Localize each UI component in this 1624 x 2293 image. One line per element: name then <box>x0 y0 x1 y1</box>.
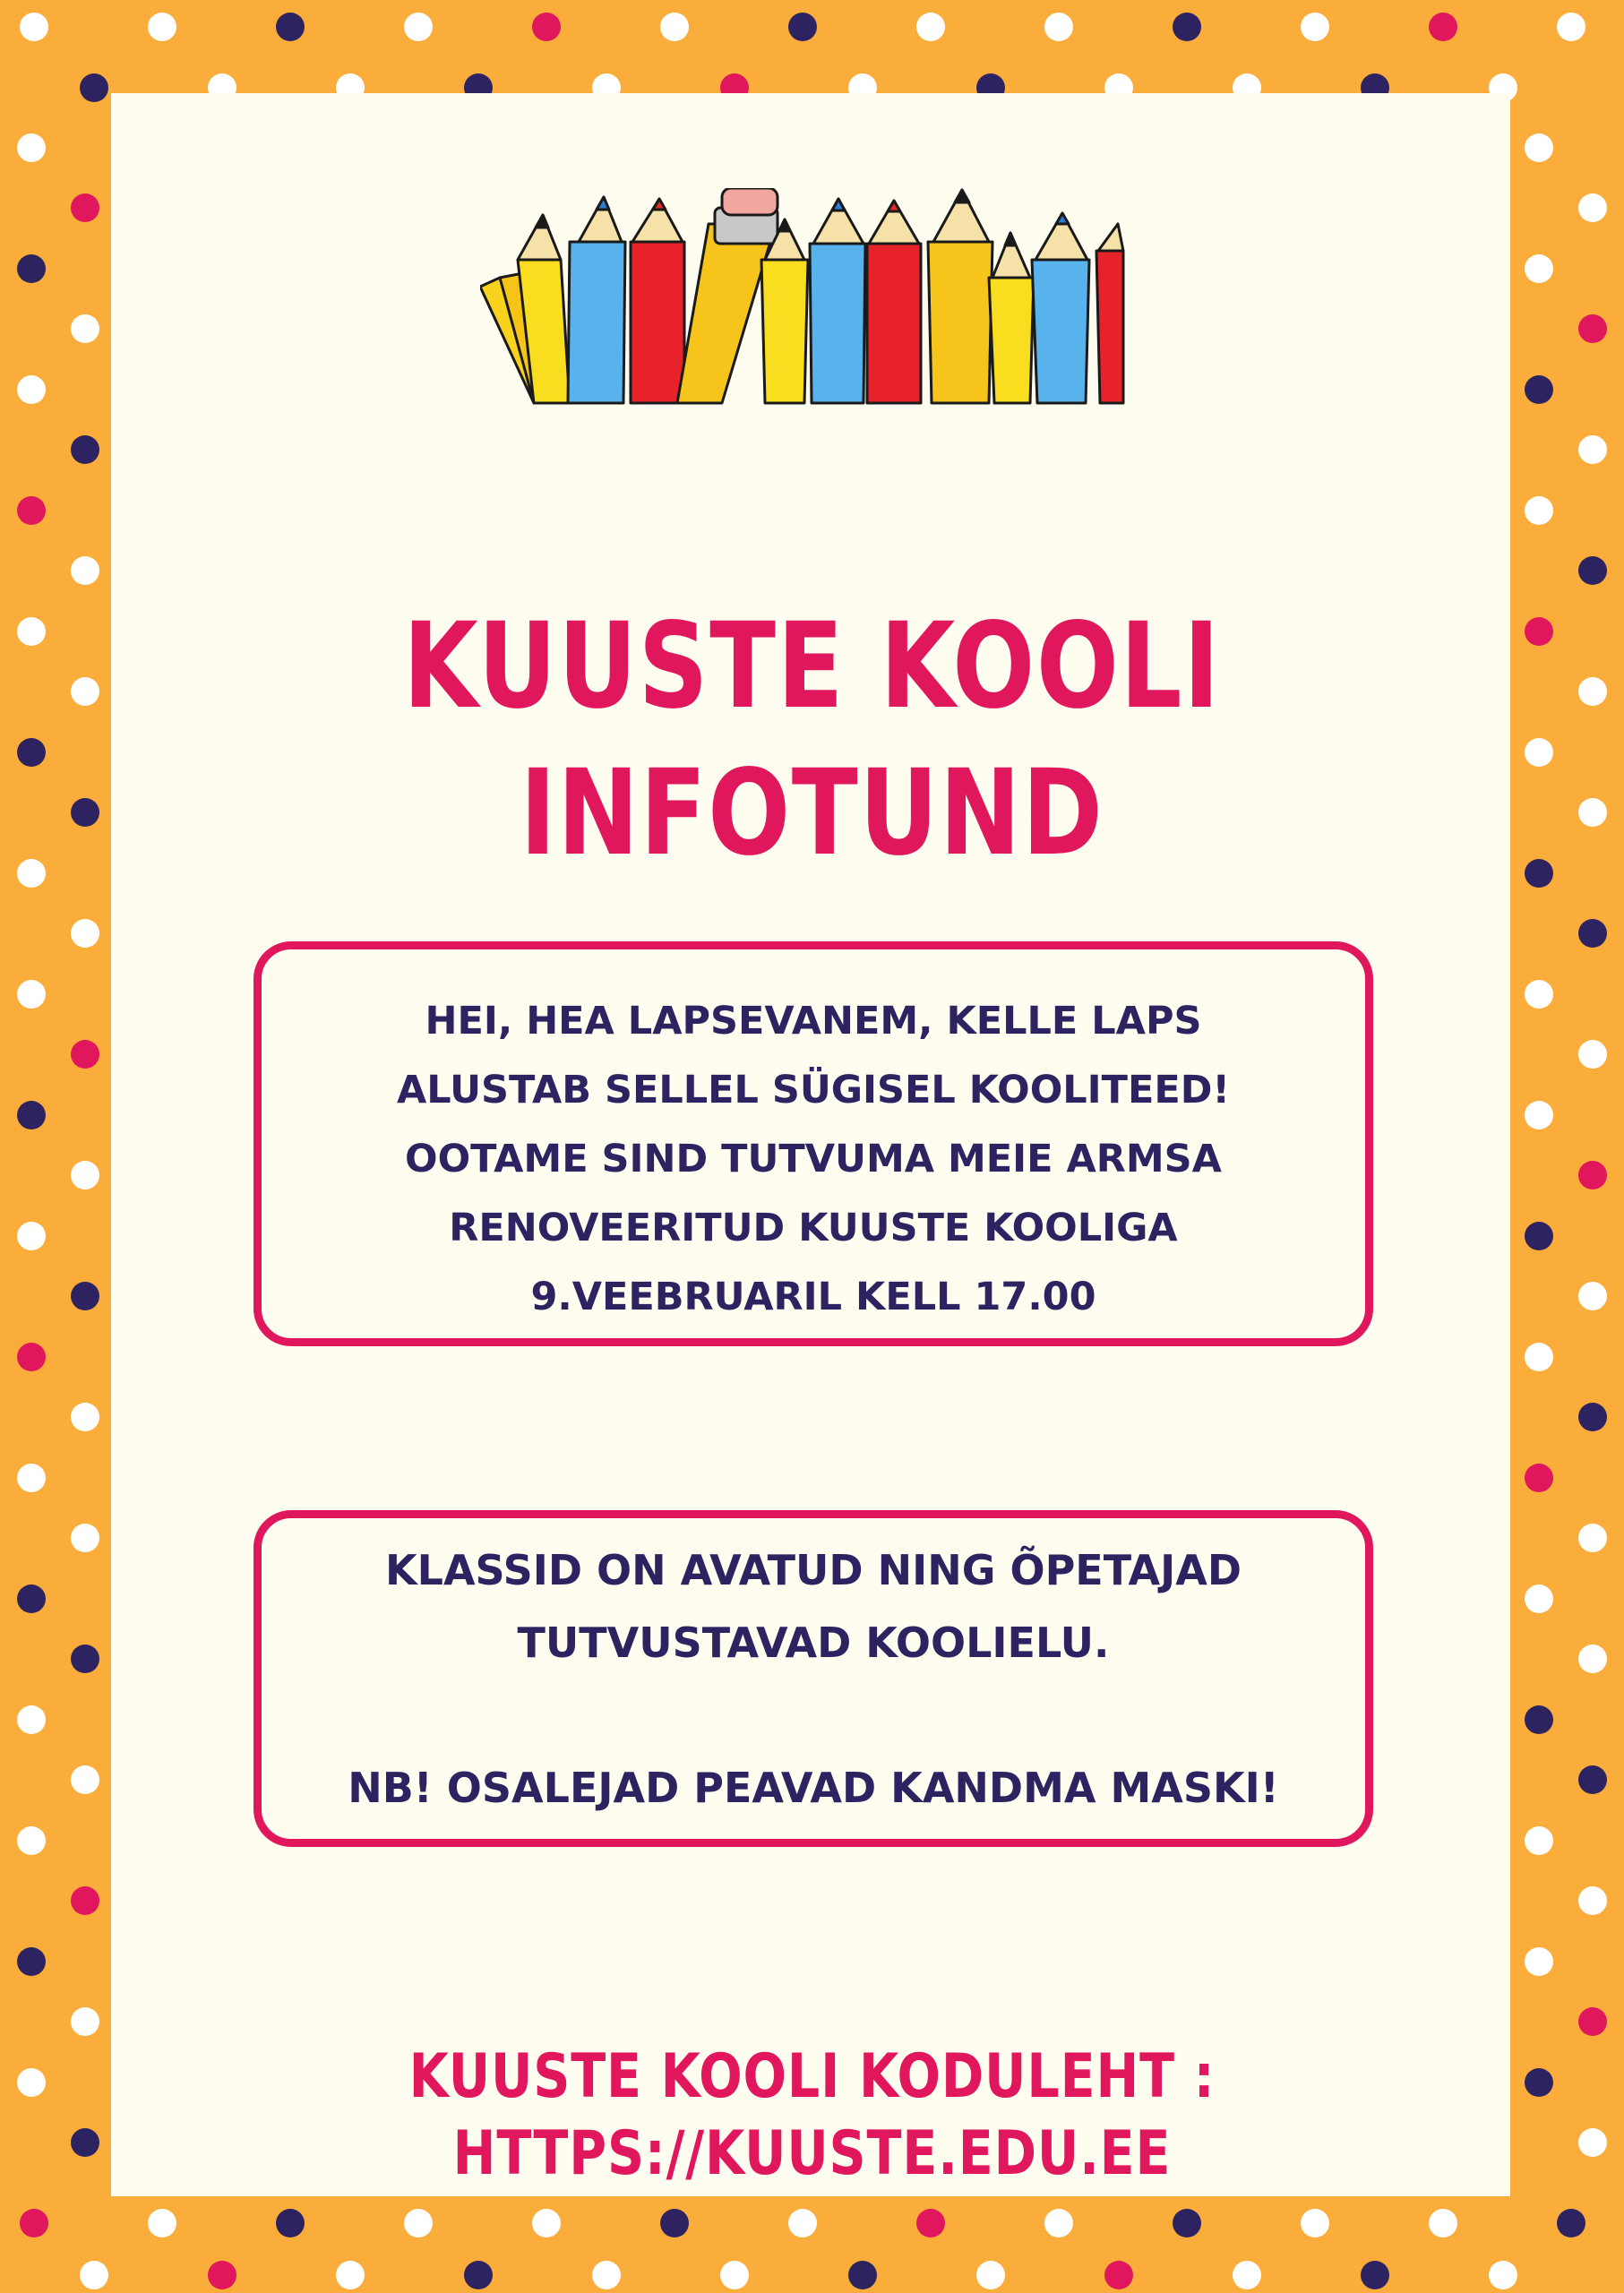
polka-dot <box>788 2209 817 2237</box>
polka-dot <box>1578 435 1607 464</box>
polka-dot <box>71 1645 99 1673</box>
page-title-line-2: INFOTUND <box>520 744 1104 882</box>
polka-dot <box>208 2261 236 2289</box>
polka-dot <box>80 2261 108 2289</box>
details-line-1: KLASSID ON AVATUD NING ÕPETAJAD <box>384 1546 1242 1594</box>
polka-dot <box>1525 859 1553 888</box>
polka-dot <box>1578 314 1607 343</box>
polka-dot <box>148 2209 176 2237</box>
polka-dot <box>1301 2209 1329 2237</box>
invitation-line: HEI, HEA LAPSEVANEM, KELLE LAPS <box>425 999 1202 1043</box>
polka-dot <box>17 980 46 1009</box>
homepage-label: KUUSTE KOOLI KODULEHT : <box>408 2041 1216 2112</box>
polka-dot <box>71 919 99 948</box>
polka-dot <box>17 2068 46 2097</box>
page-title-line-1: KUUSTE KOOLI <box>402 597 1222 735</box>
polka-dot <box>1361 2261 1389 2289</box>
polka-dot <box>1578 919 1607 948</box>
polka-dot <box>1525 1705 1553 1734</box>
polka-dot <box>1578 193 1607 222</box>
polka-dot <box>1104 2261 1133 2289</box>
polka-dot <box>1525 1826 1553 1855</box>
polka-dot <box>1578 556 1607 585</box>
polka-dot <box>71 677 99 706</box>
polka-dot <box>1301 13 1329 41</box>
polka-dot <box>1578 2007 1607 2036</box>
polka-dot <box>71 314 99 343</box>
polka-dot <box>1489 2261 1517 2289</box>
pencil-red-3 <box>1096 224 1123 403</box>
pencil-yellow-3 <box>928 190 992 403</box>
polka-dot <box>17 1947 46 1976</box>
polka-dot <box>532 13 561 41</box>
polka-dot <box>916 2209 945 2237</box>
details-line-2: TUTVUSTAVAD KOOLIELU. <box>517 1619 1110 1667</box>
homepage-url[interactable]: HTTPS://KUUSTE.EDU.EE <box>452 2118 1172 2189</box>
pencil-red-1 <box>631 199 684 403</box>
polka-dot <box>1525 1343 1553 1371</box>
polka-dot <box>660 13 689 41</box>
polka-dot <box>1578 1161 1607 1189</box>
polka-dot <box>848 2261 877 2289</box>
polka-dot <box>1525 1584 1553 1613</box>
polka-dot <box>1557 13 1585 41</box>
polka-dot <box>17 254 46 283</box>
polka-dot <box>20 13 48 41</box>
polka-dot <box>336 2261 365 2289</box>
polka-dot <box>1525 980 1553 1009</box>
polka-dot <box>71 798 99 827</box>
polka-dot <box>404 13 433 41</box>
polka-dot <box>1525 375 1553 404</box>
invitation-box <box>253 941 1373 1346</box>
polka-dot <box>17 1222 46 1250</box>
polka-dot <box>71 193 99 222</box>
polka-dot <box>1525 496 1553 525</box>
polka-dot <box>1173 13 1201 41</box>
pencil-red-2 <box>867 201 921 403</box>
polka-dot <box>71 435 99 464</box>
pencil-blue-3 <box>1032 213 1089 403</box>
polka-dot <box>1525 617 1553 646</box>
polka-dot <box>1525 1222 1553 1250</box>
polka-dot <box>71 1403 99 1431</box>
polka-dot <box>404 2209 433 2237</box>
invitation-line: ALUSTAB SELLEL SÜGISEL KOOLITEED! <box>396 1068 1231 1112</box>
pencil-blue-1 <box>568 197 625 403</box>
polka-dot <box>916 13 945 41</box>
polka-dot <box>71 1282 99 1310</box>
polka-dot <box>1429 13 1457 41</box>
polka-dot <box>1578 1282 1607 1310</box>
polka-dot <box>71 2007 99 2036</box>
polka-dot <box>1578 2128 1607 2157</box>
polka-dot <box>71 1765 99 1794</box>
pencil-blue-2 <box>810 199 865 403</box>
polka-dot <box>788 13 817 41</box>
polka-dot <box>1044 2209 1073 2237</box>
polka-dot <box>17 738 46 767</box>
polka-dot <box>17 133 46 162</box>
polka-dot <box>1525 133 1553 162</box>
polka-dot <box>17 1826 46 1855</box>
polka-dot <box>71 1886 99 1915</box>
polka-dot <box>976 2261 1005 2289</box>
polka-dot <box>71 1161 99 1189</box>
polka-dot <box>276 2209 305 2237</box>
polka-dot <box>17 617 46 646</box>
polka-dot <box>1429 2209 1457 2237</box>
polka-dot <box>71 2128 99 2157</box>
polka-dot <box>1578 1886 1607 1915</box>
polka-dot <box>464 2261 493 2289</box>
polka-dot <box>1525 1101 1553 1129</box>
polka-dot <box>71 556 99 585</box>
invitation-date-time: 9.VEEBRUARIL KELL 17.00 <box>530 1275 1096 1319</box>
polka-dot <box>17 375 46 404</box>
polka-dot <box>17 1705 46 1734</box>
polka-dot <box>660 2209 689 2237</box>
polka-dot <box>720 2261 749 2289</box>
polka-dot <box>1578 1040 1607 1069</box>
polka-dot <box>80 73 108 102</box>
polka-dot <box>1578 1524 1607 1552</box>
polka-dot <box>1557 2209 1585 2237</box>
polka-dot <box>1044 13 1073 41</box>
polka-dot <box>1578 798 1607 827</box>
polka-dot <box>20 2209 48 2237</box>
colored-pencils-illustration <box>480 188 1125 408</box>
polka-dot <box>1578 677 1607 706</box>
invitation-line: RENOVEERITUD KUUSTE KOOLIGA <box>449 1206 1178 1250</box>
pencil-yellow-4 <box>989 233 1034 403</box>
polka-dot <box>1525 1947 1553 1976</box>
polka-dot <box>1578 1645 1607 1673</box>
polka-dot <box>1525 738 1553 767</box>
polka-dot <box>71 1524 99 1552</box>
details-box <box>253 1510 1373 1847</box>
polka-dot <box>1525 254 1553 283</box>
polka-dot <box>71 1040 99 1069</box>
polka-dot <box>17 1584 46 1613</box>
polka-dot <box>1173 2209 1201 2237</box>
polka-dot <box>592 2261 621 2289</box>
polka-dot <box>17 859 46 888</box>
polka-dot <box>1578 1765 1607 1794</box>
polka-dot <box>17 1343 46 1371</box>
polka-dot <box>148 13 176 41</box>
polka-dot <box>1233 2261 1261 2289</box>
mask-notice: NB! OSALEJAD PEAVAD KANDMA MASKI! <box>348 1764 1279 1812</box>
invitation-line: OOTAME SIND TUTVUMA MEIE ARMSA <box>405 1137 1222 1181</box>
polka-dot <box>276 13 305 41</box>
polka-dot <box>1525 2068 1553 2097</box>
polka-dot <box>532 2209 561 2237</box>
polka-dot <box>1525 1464 1553 1492</box>
polka-dot <box>17 496 46 525</box>
polka-dot <box>17 1464 46 1492</box>
polka-dot <box>1578 1403 1607 1431</box>
polka-dot <box>17 1101 46 1129</box>
